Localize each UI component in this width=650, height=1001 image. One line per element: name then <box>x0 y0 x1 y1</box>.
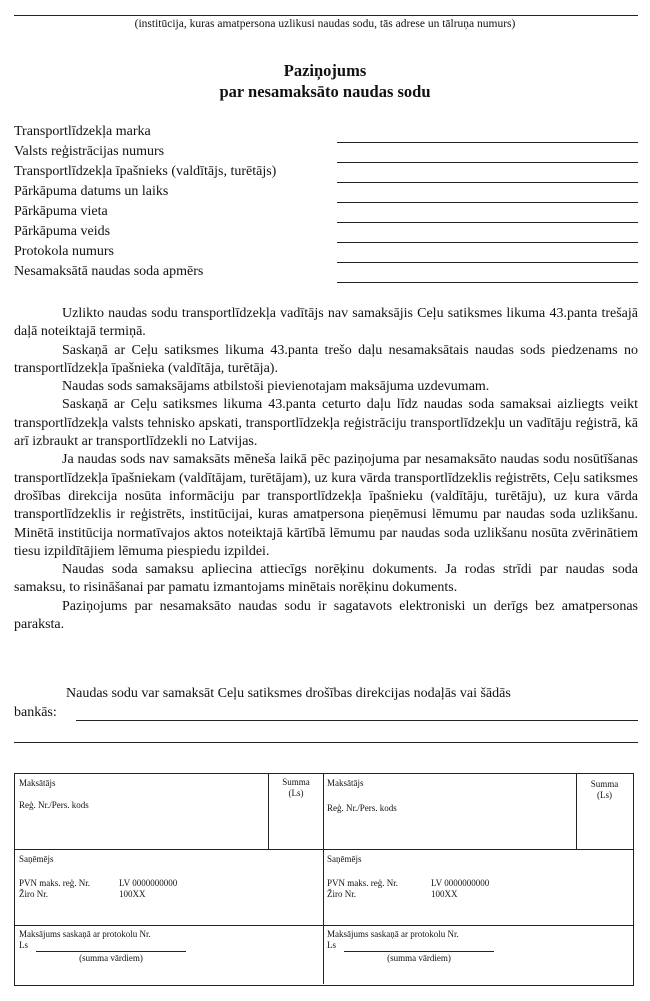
sum-label-left <box>269 777 323 799</box>
slip-row-divider <box>14 925 633 926</box>
field-line[interactable] <box>337 282 638 283</box>
field-line[interactable] <box>337 222 638 223</box>
field-line[interactable] <box>337 202 638 203</box>
amount-words-line-left[interactable] <box>36 951 186 952</box>
field-label-fine-amount: Nesamaksātā naudas soda apmērs <box>14 264 204 279</box>
reg-label-right: Reģ. Nr./Pers. kods <box>327 803 397 813</box>
giro-label-left: Žiro Nr. <box>19 889 48 899</box>
protocol-label-left: Maksājums saskaņā ar protokolu Nr. <box>19 929 151 939</box>
paragraph: Ja naudas sods nav samaksāts mēneša laikā pēc paziņojuma par nesamaksāto naudas sodu nosūtīšanas transportlīdzekļa īpašniekam (valdītājam, turētājam), uz kura vārda transportlīdzeklis reģistrēts, Ceļu satiksmes drošības direkcija nosūta informāciju par transportlīdzekļa īpašnieku (valdītāju, turētāju), uz kura vārda transportlīdzeklis ir reģistrēts, institūcijai, kuras amatpersona pieņēmusi lēmumu par naudas soda uzlikšanu. Minētā institūcija normatīvajos aktos noteiktajā kārtībā lēmumu par naudas soda uzlikšanu nosūta zvērinātiem tiesu izpildītājiem lēmuma piespiedu izpildei. <box>14 452 638 559</box>
body-text <box>14 305 638 634</box>
field-label-registration-number: Valsts reģistrācijas numurs <box>14 144 165 159</box>
vat-label-right: PVN maks. reģ. Nr. <box>327 878 398 888</box>
field-line[interactable] <box>337 162 638 163</box>
slip-center-divider <box>323 773 324 984</box>
paragraph: Saskaņā ar Ceļu satiksmes likuma 43.panta trešo daļu nesamaksātais naudas sods piedzenams no transportlīdzekļa īpašnieka (valdītāja, turētāja). <box>14 342 638 376</box>
sum-unit-text: (Ls) <box>597 790 612 800</box>
banks-entry-line[interactable] <box>76 720 638 721</box>
banks-line-text: Naudas sodu var samaksāt Ceļu satiksmes drošības direkcijas nodaļās vai šādās <box>66 686 511 701</box>
sum-label-text: Summa <box>282 777 310 787</box>
sum-label-text: Summa <box>590 779 619 789</box>
field-label-owner: Transportlīdzekļa īpašnieks (valdītājs, turētājs) <box>14 164 277 179</box>
header-line <box>14 15 638 16</box>
field-line[interactable] <box>337 142 638 143</box>
sum-unit-text: (Ls) <box>288 788 304 798</box>
payer-label-right: Maksātājs <box>327 778 364 788</box>
amount-words-line-right[interactable] <box>344 951 494 952</box>
ls-label-right: Ls <box>327 940 336 950</box>
field-line[interactable] <box>337 182 638 183</box>
vat-value-right: LV 0000000000 <box>431 878 490 888</box>
page-subtitle: par nesamaksāto naudas sodu <box>219 82 431 101</box>
vat-label-left: PVN maks. reģ. Nr. <box>19 878 90 888</box>
giro-value-right: 100XX <box>431 889 458 899</box>
reg-label-left: Reģ. Nr./Pers. kods <box>19 800 89 810</box>
field-label-violation-type: Pārkāpuma veids <box>14 224 111 239</box>
sum-label-right <box>577 779 632 801</box>
field-label-violation-date: Pārkāpuma datums un laiks <box>14 184 169 199</box>
receiver-label-right: Saņēmējs <box>327 854 362 864</box>
banks-entry-line-2[interactable] <box>14 742 638 743</box>
slip-row-divider <box>14 849 633 850</box>
page-title: Paziņojums <box>283 61 367 80</box>
giro-value-left: 100XX <box>119 889 146 899</box>
receiver-label-left: Saņēmējs <box>19 854 54 864</box>
ls-label-left: Ls <box>19 940 28 950</box>
sum-in-words-left: (summa vārdiem) <box>79 953 143 963</box>
vat-value-left: LV 0000000000 <box>119 878 178 888</box>
field-line[interactable] <box>337 242 638 243</box>
field-line[interactable] <box>337 262 638 263</box>
paragraph: Naudas soda samaksu apliecina attiecīgs norēķinu dokuments. Ja rodas strīdi par naudas soda samaksu, to risināšanai par pamatu izmantojams minētais norēķinu dokuments. <box>14 562 638 596</box>
paragraph: Saskaņā ar Ceļu satiksmes likuma 43.panta ceturto daļu līdz naudas soda samaksai aizliegts veikt transportlīdzekļa valsts tehnisko apskati, transportlīdzekļa reģistrāciju transportlīdzekļu un vadītāju reģistrā, kā arī izbraukt ar transportlīdzekli no Latvijas. <box>14 397 638 450</box>
field-label-protocol-number: Protokola numurs <box>14 244 114 259</box>
field-label-violation-place: Pārkāpuma vieta <box>14 204 108 219</box>
payer-label-left: Maksātājs <box>19 778 56 788</box>
field-label-vehicle-make: Transportlīdzekļa marka <box>14 124 151 139</box>
banks-word: bankās: <box>14 705 57 720</box>
paragraph: Uzlikto naudas sodu transportlīdzekļa vadītājs nav samaksājis Ceļu satiksmes likuma 43.panta trešajā daļā noteiktajā termiņā. <box>14 306 638 340</box>
header-caption: (institūcija, kuras amatpersona uzlikusi naudas sodu, tās adrese un tālruņa numurs) <box>134 18 516 30</box>
paragraph: Paziņojums par nesamaksāto naudas sodu ir sagatavots elektroniski un derīgs bez amatpersonas paraksta. <box>14 598 638 633</box>
protocol-label-right: Maksājums saskaņā ar protokolu Nr. <box>327 929 459 939</box>
giro-label-right: Žiro Nr. <box>327 889 356 899</box>
sum-in-words-right: (summa vārdiem) <box>387 953 451 963</box>
paragraph: Naudas sods samaksājams atbilstoši pievienotajam maksājuma uzdevumam. <box>62 379 490 395</box>
